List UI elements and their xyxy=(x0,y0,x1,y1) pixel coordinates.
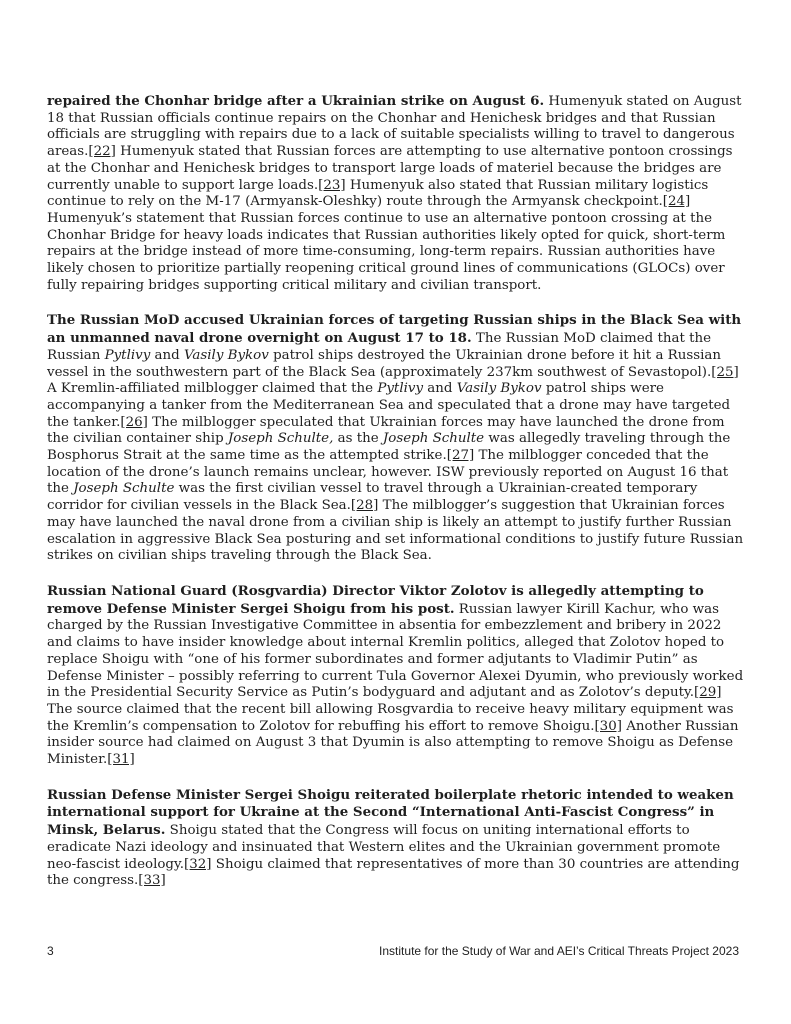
italic-text: Vasily Bykov xyxy=(183,347,269,363)
footnote-link[interactable]: [25] xyxy=(711,364,739,380)
footnote-link[interactable]: [23] xyxy=(318,177,346,193)
body-text: patrol ships destroyed the Ukrainian drone before it hit a Russian vessel in the southwestern part of the Black Sea (approximately 237km southwest of Sevastopol). xyxy=(47,347,722,380)
footnote-link[interactable]: [32] xyxy=(184,856,212,872)
paragraph xyxy=(47,312,747,565)
italic-text: Pytlivy xyxy=(377,381,424,397)
paragraph xyxy=(47,583,747,769)
body-text: The milblogger conceded that the location of the drone’s launch remains unclear, however. ISW previously reported on August 16 that the xyxy=(47,448,729,497)
italic-text: Pytlivy xyxy=(104,347,151,363)
body-text: patrol ships were accompanying a tanker from the Mediterranean Sea and speculated that a drone may have targeted the tanker. xyxy=(47,381,731,430)
body-text: Humenyuk also stated that Russian military logistics continue to rely on the M-17 (Armyansk-Oleshky) route through the Armyansk checkpoint. xyxy=(47,177,709,210)
body-text: was allegedly traveling through the Bosphorus Strait at the same time as the attempted strike. xyxy=(47,431,731,464)
italic-text: Joseph Schulte xyxy=(73,481,175,497)
paragraph-lead: Russian National Guard (Rosgvardia) Director Viktor Zolotov is allegedly attempting to remove Defense Minister Sergei Shoigu from his post. xyxy=(47,582,704,617)
body-text: The source claimed that the recent bill allowing Rosgvardia to receive heavy military equipment was the Kremlin’s compensation to Zolotov for rebuffing his effort to remove Shoigu. xyxy=(47,701,734,734)
body-text: as the xyxy=(333,431,383,447)
body-text: The milblogger speculated that Ukrainian forces may have launched the drone from the civilian container ship xyxy=(47,414,725,447)
italic-text: Joseph Schulte, xyxy=(227,431,334,447)
paragraph-lead: The Russian MoD accused Ukrainian forces of targeting Russian ships in the Black Sea with an unmanned naval drone overnight on August 17 to 18. xyxy=(47,312,742,347)
footnote-link[interactable]: [31] xyxy=(107,752,135,768)
footnote-link[interactable]: [33] xyxy=(138,873,166,889)
body-text: The milblogger’s suggestion that Ukrainian forces may have launched the naval drone from a civilian ship is likely an attempt to justify further Russian escalation in aggressive Black Sea posturing and set informational conditions to justify future Russian strikes on civilian ships traveling through the Black Sea. xyxy=(47,498,744,564)
footnote-link[interactable]: [27] xyxy=(446,448,475,464)
footnote-link[interactable]: [30] xyxy=(594,718,622,734)
body-text: Humenyuk stated on August 18 that Russian officials continue repairs on the Chonhar and Henichesk bridges and that Russian officials are struggling with repairs due to a lack of suitable specialists willing to travel to dangerous areas. xyxy=(47,94,742,160)
body-text: and xyxy=(423,381,457,397)
footnote-link[interactable]: [22] xyxy=(88,144,116,160)
paragraph-lead: repaired the Chonhar bridge after a Ukrainian strike on August 6. xyxy=(47,93,545,109)
body-text: The Russian MoD claimed that the Russian xyxy=(47,331,712,363)
paragraph xyxy=(47,787,747,890)
body-text: and xyxy=(150,347,184,363)
body-text: A Kremlin-affiliated milblogger claimed that the xyxy=(47,381,378,397)
italic-text: Joseph Schulte xyxy=(382,431,485,447)
paragraph xyxy=(47,93,747,294)
article-body xyxy=(47,93,747,908)
footnote-link[interactable]: [24] xyxy=(662,194,691,210)
body-text: Another Russian insider source had claimed on August 3 that Dyumin is also attempting to remove Shoigu as Defense Minister. xyxy=(47,718,739,768)
body-text: was the first civilian vessel to travel through a Ukrainian-created temporary corridor for civilian vessels in the Black Sea. xyxy=(47,481,698,514)
page-number: 3 xyxy=(47,944,54,958)
paragraph-lead: Russian Defense Minister Sergei Shoigu reiterated boilerplate rhetoric intended to weaken international support for Ukraine at the Second “International Anti-Fascist Congress” in Minsk, Belarus. xyxy=(47,786,734,839)
footnote-link[interactable]: [28] xyxy=(350,498,379,514)
body-text: Russian lawyer Kirill Kachur, who was charged by the Russian Investigative Committee in absentia for embezzlement and bribery in 2022 and claims to have insider knowledge about internal Kremlin politics, alleged that Zolotov hoped to replace Shoigu with “one of his former subordinates and former adjutants to Vladimir Putin” as Defense Minister – possibly referring to current Tula Governor Alexei Dyumin, who previously worked in the Presidential Security Service as Putin’s bodyguard and adjutant and as Zolotov’s deputy. xyxy=(47,601,744,701)
body-text: Shoigu stated that the Congress will focus on uniting international efforts to eradicate Nazi ideology and insinuated that Western elites and the Ukrainian government promote neo-fascist ideology. xyxy=(47,823,721,872)
footnote-link[interactable]: [26] xyxy=(120,414,148,430)
footer-credit: Institute for the Study of War and AEI’s Critical Threats Project 2023 xyxy=(379,944,739,958)
body-text: Humenyuk’s statement that Russian forces continue to use an alternative pontoon crossing at the Chonhar Bridge for heavy loads indicates that Russian authorities likely opted for quick, short-term repairs at the bridge instead of more time-consuming, long-term repairs. Russian authorities have likely chosen to prioritize partially reopening critical ground lines of communications (GLOCs) over fully repairing bridges supporting critical military and civilian transport. xyxy=(47,210,726,293)
body-text: Humenyuk stated that Russian forces are attempting to use alternative pontoon crossings at the Chonhar and Henichesk bridges to transport large loads of materiel because the bridges are currently unable to support large loads. xyxy=(47,144,733,193)
italic-text: Vasily Bykov xyxy=(456,381,542,397)
body-text: Shoigu claimed that representatives of more than 30 countries are attending the congress. xyxy=(47,856,740,889)
footnote-link[interactable]: [29] xyxy=(694,685,722,701)
